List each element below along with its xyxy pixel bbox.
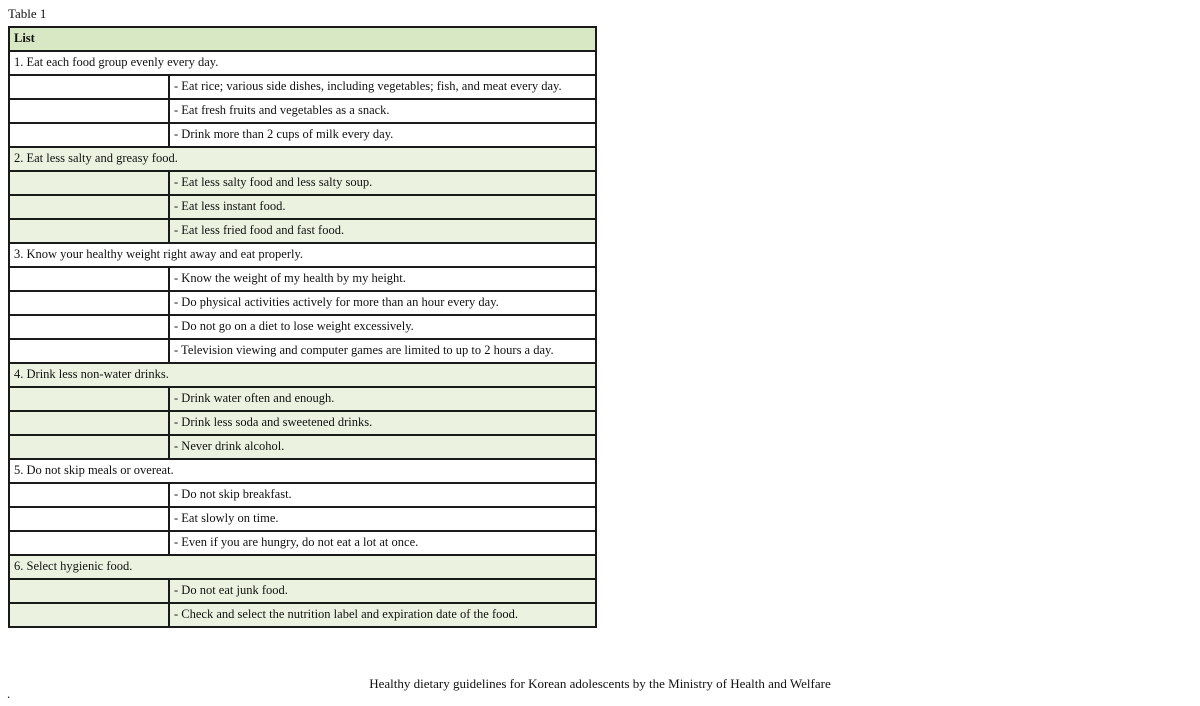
guideline-item-row (9, 267, 596, 291)
guideline-group-title: 1. Eat each food group evenly every day. (9, 51, 596, 75)
guideline-item-row (9, 411, 596, 435)
guideline-item-spacer (9, 603, 169, 627)
guideline-item-spacer (9, 579, 169, 603)
guideline-item-text: - Do not go on a diet to lose weight excessively. (169, 315, 596, 339)
guideline-item-row (9, 339, 596, 363)
guideline-item-spacer (9, 483, 169, 507)
guideline-item-row (9, 483, 596, 507)
guideline-item-text: - Even if you are hungry, do not eat a lot at once. (169, 531, 596, 555)
guideline-item-text: - Eat less salty food and less salty soup. (169, 171, 596, 195)
table-label: Table 1 (8, 6, 47, 21)
guideline-item-row (9, 195, 596, 219)
guideline-group-title: 5. Do not skip meals or overeat. (9, 459, 596, 483)
guideline-group-title: 6. Select hygienic food. (9, 555, 596, 579)
trailing-mark: . (7, 686, 11, 701)
guideline-item-spacer (9, 267, 169, 291)
guideline-item-spacer (9, 315, 169, 339)
guideline-item-text: - Do not eat junk food. (169, 579, 596, 603)
guideline-item-spacer (9, 123, 169, 147)
table-caption: Healthy dietary guidelines for Korean adolescents by the Ministry of Health and Welfare (369, 676, 831, 691)
guideline-item-text: - Know the weight of my health by my height. (169, 267, 596, 291)
guideline-item-text: - Eat less instant food. (169, 195, 596, 219)
guideline-item-text: - Check and select the nutrition label and expiration date of the food. (169, 603, 596, 627)
guideline-item-row (9, 123, 596, 147)
guideline-item-spacer (9, 507, 169, 531)
guideline-item-row (9, 75, 596, 99)
guideline-item-spacer (9, 291, 169, 315)
guidelines-table (8, 26, 597, 628)
guideline-group-row (9, 147, 596, 171)
guideline-item-row (9, 507, 596, 531)
guideline-item-text: - Television viewing and computer games are limited to up to 2 hours a day. (169, 339, 596, 363)
guideline-item-row (9, 99, 596, 123)
guideline-item-row (9, 219, 596, 243)
guideline-item-spacer (9, 219, 169, 243)
guideline-group-row (9, 459, 596, 483)
guideline-item-row (9, 435, 596, 459)
guideline-item-spacer (9, 531, 169, 555)
guideline-item-row (9, 579, 596, 603)
guideline-item-row (9, 387, 596, 411)
guideline-item-spacer (9, 387, 169, 411)
guideline-group-title: 3. Know your healthy weight right away and eat properly. (9, 243, 596, 267)
guideline-item-row (9, 603, 596, 627)
guideline-item-row (9, 315, 596, 339)
guideline-item-row (9, 531, 596, 555)
table-header-cell: List (9, 27, 596, 51)
guideline-item-text: - Drink more than 2 cups of milk every day. (169, 123, 596, 147)
guideline-item-spacer (9, 195, 169, 219)
table-header-row (9, 27, 596, 51)
guideline-item-row (9, 291, 596, 315)
guideline-item-text: - Drink water often and enough. (169, 387, 596, 411)
guideline-item-spacer (9, 435, 169, 459)
guideline-item-spacer (9, 75, 169, 99)
guideline-group-title: 2. Eat less salty and greasy food. (9, 147, 596, 171)
guideline-item-spacer (9, 171, 169, 195)
guideline-item-text: - Drink less soda and sweetened drinks. (169, 411, 596, 435)
guidelines-table-body (9, 27, 596, 627)
guideline-item-spacer (9, 99, 169, 123)
guideline-item-text: - Eat fresh fruits and vegetables as a snack. (169, 99, 596, 123)
guideline-item-spacer (9, 339, 169, 363)
guideline-item-text: - Eat slowly on time. (169, 507, 596, 531)
guideline-group-row (9, 51, 596, 75)
guideline-item-spacer (9, 411, 169, 435)
guideline-item-row (9, 171, 596, 195)
guideline-group-title: 4. Drink less non-water drinks. (9, 363, 596, 387)
guideline-group-row (9, 363, 596, 387)
guideline-item-text: - Do not skip breakfast. (169, 483, 596, 507)
guideline-item-text: - Eat less fried food and fast food. (169, 219, 596, 243)
guideline-item-text: - Do physical activities actively for more than an hour every day. (169, 291, 596, 315)
guideline-item-text: - Eat rice; various side dishes, including vegetables; fish, and meat every day. (169, 75, 596, 99)
guideline-item-text: - Never drink alcohol. (169, 435, 596, 459)
guideline-group-row (9, 243, 596, 267)
guideline-group-row (9, 555, 596, 579)
